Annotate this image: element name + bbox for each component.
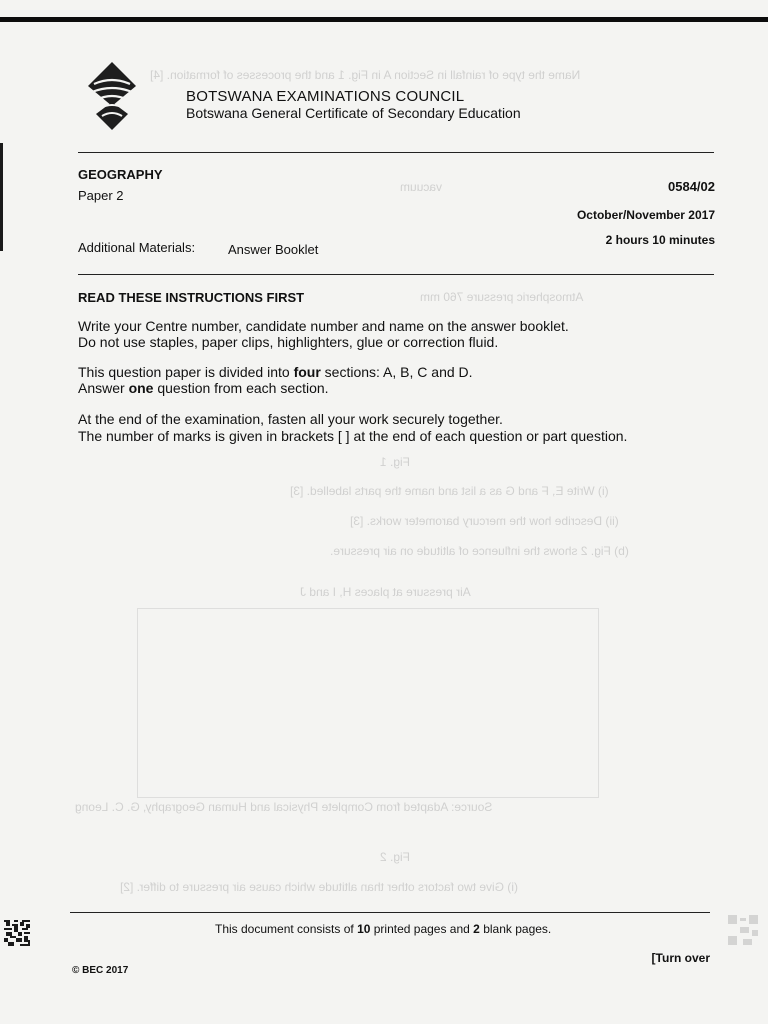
instruction-line-4 — [78, 380, 329, 396]
instruction-line-1: Write your Centre number, candidate number and name on the answer booklet. — [78, 318, 569, 334]
turn-over-label: [Turn over — [651, 951, 710, 965]
printed-pages-count: 10 — [357, 922, 371, 936]
bec-logo-icon — [88, 62, 136, 130]
divider-top — [78, 152, 714, 153]
page-count-note — [215, 922, 551, 936]
divider-bottom — [70, 912, 710, 913]
page-count-end: blank pages. — [479, 922, 552, 936]
additional-materials-label: Additional Materials: — [78, 240, 196, 255]
exam-session: October/November 2017 — [576, 208, 715, 222]
instructions-heading: READ THESE INSTRUCTIONS FIRST — [78, 290, 305, 305]
copyright-notice: © BEC 2017 — [72, 965, 129, 976]
page-count-middle: printed pages and — [370, 922, 474, 936]
certificate-name: Botswana General Certificate of Secondary Education — [186, 105, 521, 121]
instruction-line-3 — [78, 364, 473, 380]
page-count-start: This document consists of — [215, 922, 358, 936]
qr-code-faint-icon — [728, 915, 758, 945]
qr-code-icon — [4, 920, 30, 946]
instruction-line-3-start: This question paper is divided into — [78, 364, 294, 380]
instruction-line-3-end: sections: A, B, C and D. — [320, 364, 473, 380]
instruction-line-6: The number of marks is given in brackets [ ] at the end of each question or part question. — [78, 428, 628, 444]
instruction-line-4-start: Answer — [78, 380, 129, 396]
paper-number: Paper 2 — [78, 188, 124, 203]
divider-middle — [78, 274, 714, 275]
syllabus-code: 0584/02 — [668, 179, 715, 194]
council-name: BOTSWANA EXAMINATIONS COUNCIL — [186, 88, 465, 105]
instruction-line-3-bold: four — [293, 364, 321, 380]
subject-title: GEOGRAPHY — [78, 167, 163, 182]
instruction-line-2: Do not use staples, paper clips, highlighters, glue or correction fluid. — [78, 334, 499, 350]
top-edge-bar — [0, 17, 768, 22]
additional-materials-value: Answer Booklet — [228, 242, 319, 257]
instruction-line-4-end: question from each section. — [153, 380, 329, 396]
instruction-line-5: At the end of the examination, fasten all your work securely together. — [78, 411, 503, 427]
exam-duration: 2 hours 10 minutes — [605, 233, 715, 247]
instruction-line-4-bold: one — [128, 380, 154, 396]
blank-pages-count: 2 — [473, 922, 480, 936]
left-edge-mark — [0, 143, 3, 251]
